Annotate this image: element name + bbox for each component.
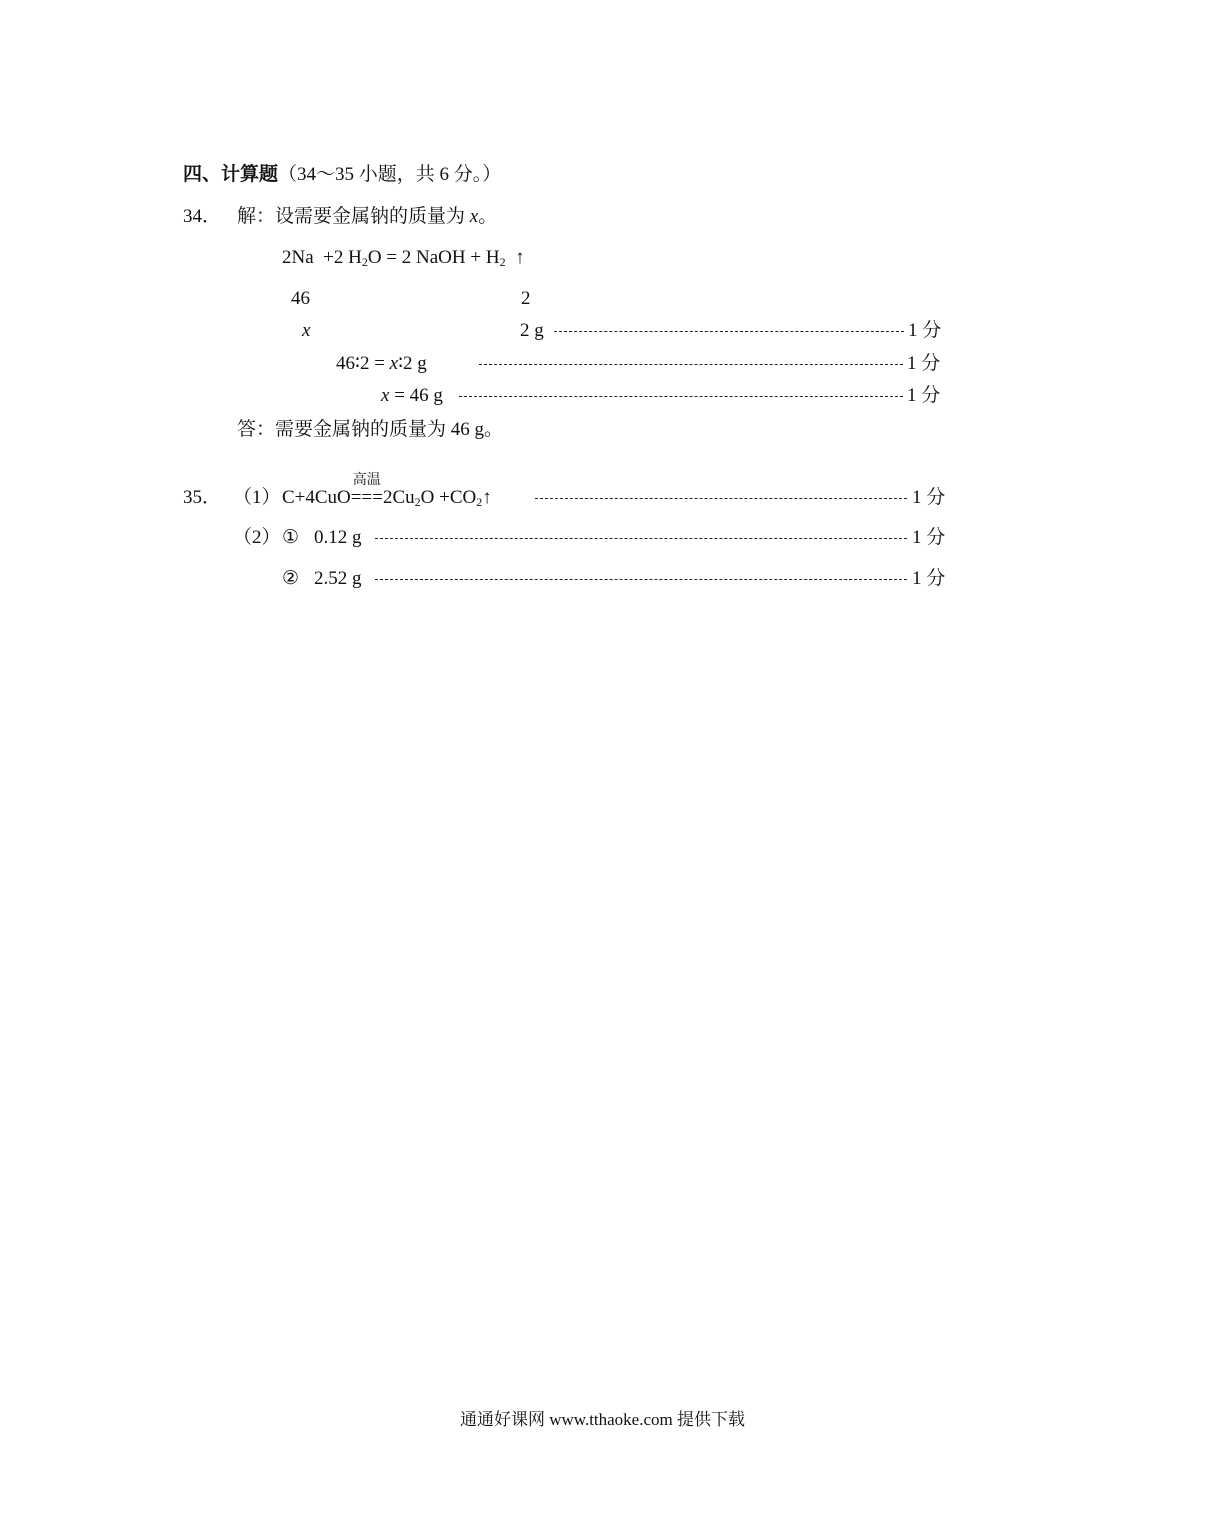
intro-text: 解：设需要金属钠的质量为 xyxy=(237,206,470,227)
ratio-bottom-right: 2 g xyxy=(520,320,544,341)
question-34-intro xyxy=(237,207,497,226)
condition-equals xyxy=(350,473,383,508)
o-subscript: 2 xyxy=(476,495,483,509)
proportion-variable: x xyxy=(389,353,399,374)
answer-statement: 答：需要金属钠的质量为 46 g。 xyxy=(237,419,504,440)
score-label: 1 分 xyxy=(912,568,946,589)
product-co2: O +CO xyxy=(420,487,477,508)
proportion-line xyxy=(336,354,427,373)
dash-leader xyxy=(459,396,903,397)
eq-products: O = 2 NaOH + H xyxy=(367,247,500,268)
reactants: C+4CuO xyxy=(282,487,351,508)
section-heading xyxy=(183,165,501,184)
score-label: 1 分 xyxy=(908,320,942,341)
proportion-left: 46∶2 = xyxy=(336,353,390,374)
gas-arrow-icon: ↑ xyxy=(515,247,525,268)
reaction-condition: 高温 xyxy=(352,473,381,488)
dash-leader xyxy=(375,538,907,539)
score-label: 1 分 xyxy=(912,527,946,548)
dash-leader xyxy=(375,579,907,580)
intro-variable: x xyxy=(469,206,479,227)
dash-leader xyxy=(535,498,907,499)
result-value: = 46 g xyxy=(389,385,443,406)
result-line xyxy=(381,386,443,405)
sub-item-1-value: 0.12 g xyxy=(314,527,362,548)
proportion-right: ∶2 g xyxy=(398,353,427,374)
eq-water-sub: 2 xyxy=(361,255,368,269)
reaction-equation xyxy=(282,473,492,509)
sub-item-1-mark: ① xyxy=(282,527,300,548)
result-variable: x xyxy=(381,385,390,406)
score-label: 1 分 xyxy=(912,487,946,508)
gas-arrow-icon: ↑ xyxy=(482,487,492,508)
ratio-bottom-left: x xyxy=(302,320,311,341)
eq-water-pre: +2 H xyxy=(323,247,362,268)
ratio-top-left: 46 xyxy=(291,288,310,309)
cu-subscript: 2 xyxy=(414,495,421,509)
product-cu2o: 2Cu xyxy=(382,487,415,508)
ratio-top-right: 2 xyxy=(521,288,531,309)
dash-leader xyxy=(479,364,903,365)
section-note: （34～35 小题，共 6 分。） xyxy=(278,164,502,185)
chemical-equation xyxy=(282,248,525,267)
equals-sign: === xyxy=(350,487,383,508)
question-35-number: 35． xyxy=(183,487,222,508)
part-2-label: （2） xyxy=(233,527,281,548)
footer-credit: 通通好课网 www.tthaoke.com 提供下载 xyxy=(459,1410,746,1429)
question-34-number: 34． xyxy=(183,206,222,227)
intro-suffix: 。 xyxy=(478,206,498,227)
section-title: 四、计算题 xyxy=(183,163,279,185)
sub-item-2-value: 2.52 g xyxy=(314,568,362,589)
eq-hydrogen-sub: 2 xyxy=(499,255,506,269)
sub-item-2-mark: ② xyxy=(282,568,300,589)
part-1-label: （1） xyxy=(233,487,281,508)
score-label: 1 分 xyxy=(907,353,941,374)
eq-sodium: 2Na xyxy=(282,247,314,268)
score-label: 1 分 xyxy=(907,385,941,406)
dash-leader xyxy=(554,331,904,332)
